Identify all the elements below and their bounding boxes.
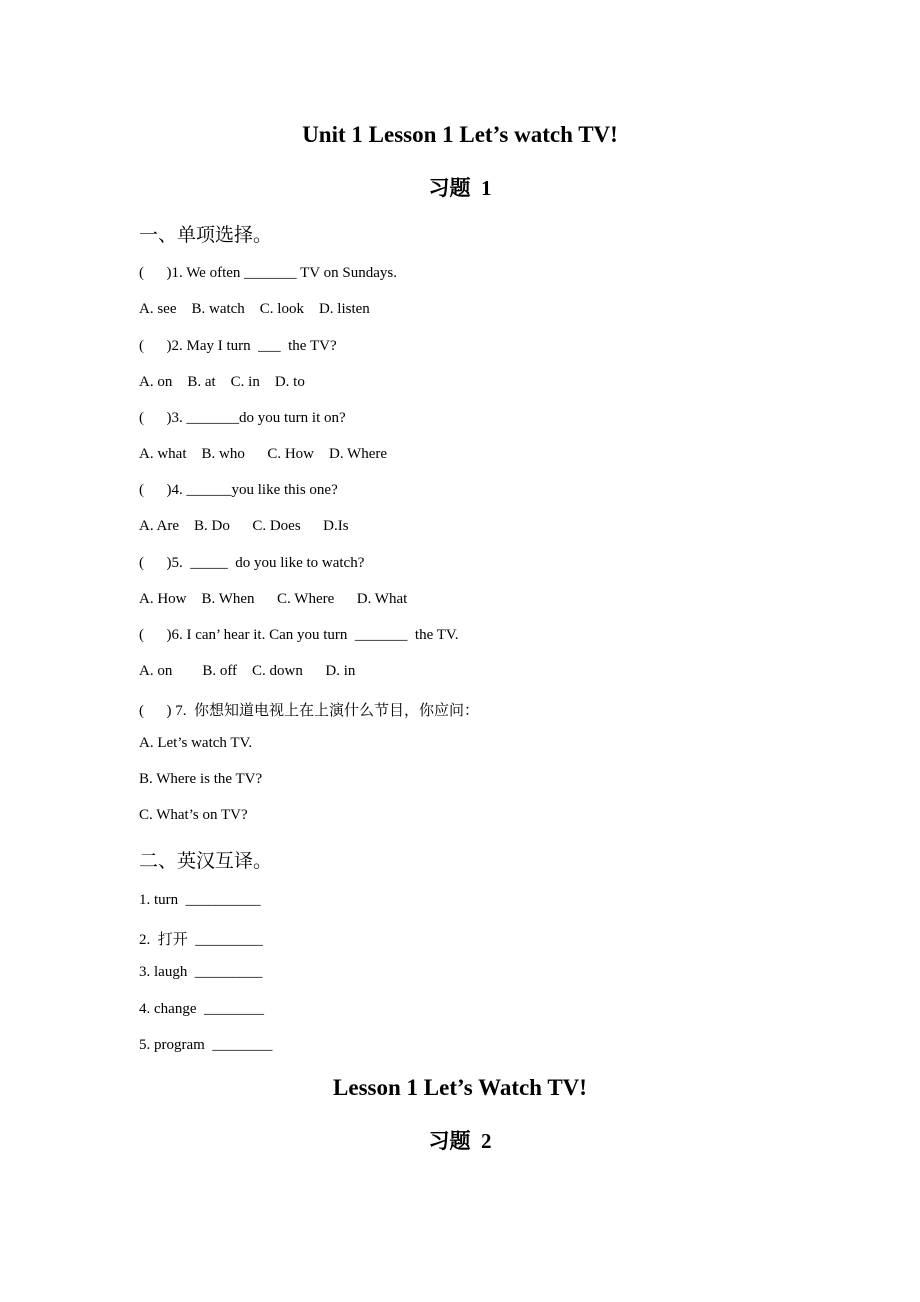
question-6-options: A. on B. off C. down D. in	[139, 663, 356, 679]
question-5-options: A. How B. When C. Where D. What	[139, 591, 408, 607]
question-7-option-b: B. Where is the TV?	[139, 771, 263, 787]
exercise-2-heading: 习题 2	[428, 1129, 492, 1153]
question-3-options: A. what B. who C. How D. Where	[139, 446, 388, 462]
question-6-stem: ( )6. I can’ hear it. Can you turn _______ the TV.	[139, 627, 459, 643]
question-4-options: A. Are B. Do C. Does D.Is	[139, 518, 349, 534]
exercise-1-heading: 习题 1	[428, 176, 492, 200]
translation-item-3: 3. laugh _________	[139, 964, 263, 980]
question-5-stem: ( )5. _____ do you like to watch?	[139, 555, 365, 571]
question-7-stem: ( ) 7. 你想知道电视上在上演什么节目，你应问：	[139, 703, 479, 719]
question-7-option-a: A. Let’s watch TV.	[139, 735, 253, 751]
question-4-stem: ( )4. ______you like this one?	[139, 482, 338, 498]
section-2-heading: 二、英汉互译。	[139, 850, 273, 872]
translation-item-1: 1. turn __________	[139, 892, 261, 908]
document-title: Unit 1 Lesson 1 Let’s watch TV!	[302, 122, 618, 147]
question-1-stem: ( )1. We often _______ TV on Sundays.	[139, 265, 397, 281]
section-1-heading: 一、单项选择。	[139, 224, 273, 246]
question-2-options: A. on B. at C. in D. to	[139, 374, 305, 390]
question-2-stem: ( )2. May I turn ___ the TV?	[139, 338, 337, 354]
translation-item-4: 4. change ________	[139, 1001, 264, 1017]
question-3-stem: ( )3. _______do you turn it on?	[139, 410, 346, 426]
translation-item-5: 5. program ________	[139, 1037, 273, 1053]
translation-item-2: 2. 打开 _________	[139, 932, 263, 948]
lesson-2-title: Lesson 1 Let’s Watch TV!	[333, 1075, 587, 1100]
question-1-options: A. see B. watch C. look D. listen	[139, 301, 370, 317]
question-7-option-c: C. What’s on TV?	[139, 807, 248, 823]
